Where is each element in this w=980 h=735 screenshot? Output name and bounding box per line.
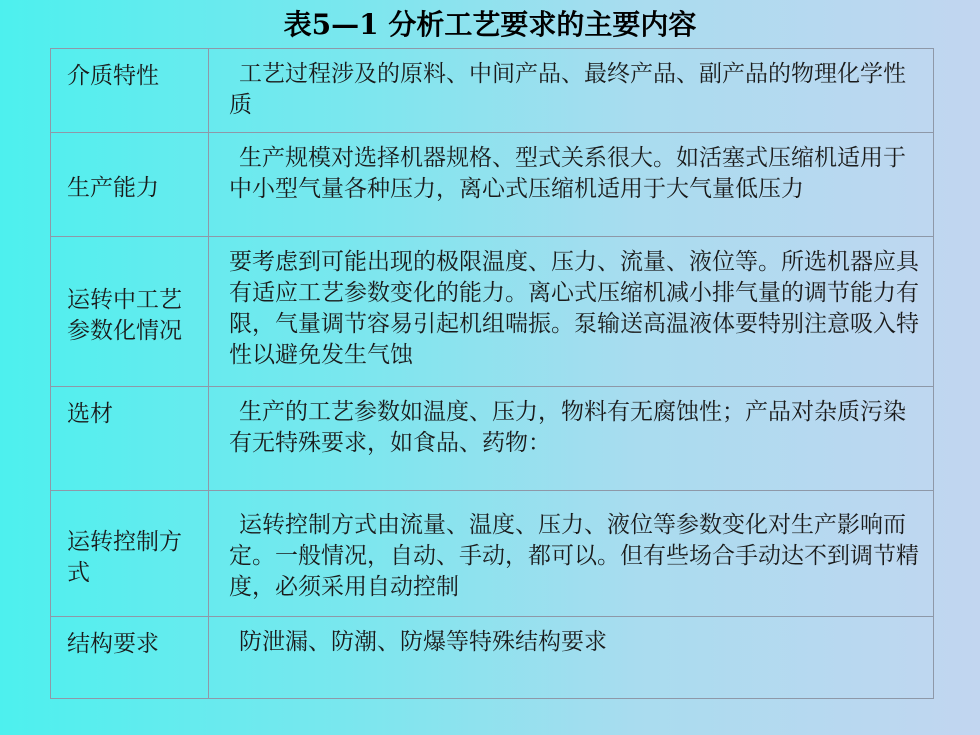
- row-content: 防泄漏、防潮、防爆等特殊结构要求: [209, 617, 934, 699]
- row-label: 介质特性: [51, 49, 209, 133]
- row-content: 生产规模对选择机器规格、型式关系很大。如活塞式压缩机适用于中小型气量各种压力，离心式压缩机适用于大气量低压力: [209, 133, 934, 237]
- row-content: 工艺过程涉及的原料、中间产品、最终产品、副产品的物理化学性质: [209, 49, 934, 133]
- row-content: 运转控制方式由流量、温度、压力、液位等参数变化对生产影响而定。一般情况，自动、手动，都可以。但有些场合手动达不到调节精度，必须采用自动控制: [209, 491, 934, 617]
- row-label: 选材: [51, 387, 209, 491]
- row-label: 运转控制方式: [51, 491, 209, 617]
- table-row: [51, 491, 934, 617]
- row-content: 要考虑到可能出现的极限温度、压力、流量、液位等。所选机器应具有适应工艺参数变化的能力。离心式压缩机减小排气量的调节能力有限，气量调节容易引起机组喘振。泵输送高温液体要特别注意吸入特性以避免发生气蚀: [209, 237, 934, 387]
- table-row: [51, 617, 934, 699]
- row-label: 运转中工艺参数化情况: [51, 237, 209, 387]
- requirements-table: [50, 48, 934, 699]
- table-row: [51, 49, 934, 133]
- table-row: [51, 387, 934, 491]
- table-row: [51, 133, 934, 237]
- row-label: 结构要求: [51, 617, 209, 699]
- table-title: 表5—1 分析工艺要求的主要内容: [283, 8, 697, 41]
- row-label: 生产能力: [51, 133, 209, 237]
- table-row: [51, 237, 934, 387]
- row-content: 生产的工艺参数如温度、压力，物料有无腐蚀性；产品对杂质污染有无特殊要求，如食品、药物：: [209, 387, 934, 491]
